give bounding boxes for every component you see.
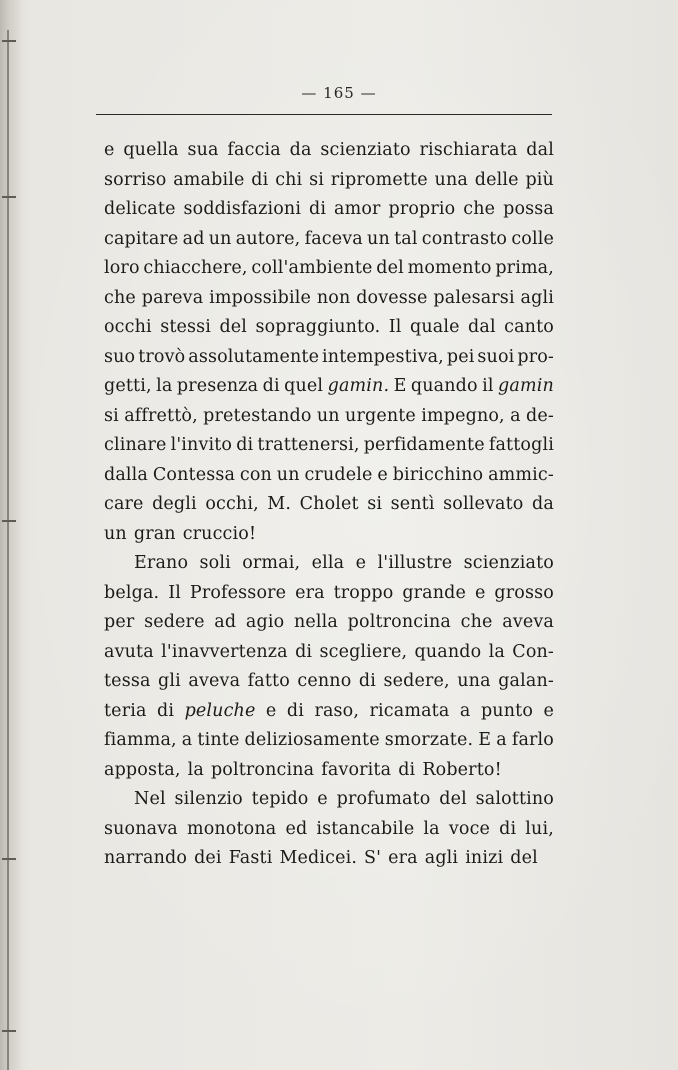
word: sopraggiunto.: [255, 317, 381, 337]
word: Il: [388, 317, 402, 337]
word: si: [367, 494, 383, 514]
word: di: [295, 641, 313, 662]
word: dalla: [104, 464, 149, 485]
text-line: [104, 461, 554, 491]
word: narrando: [104, 848, 188, 868]
word: a: [459, 700, 471, 721]
word: favorita: [321, 759, 392, 780]
word: suoi: [477, 346, 515, 367]
word: di: [251, 169, 269, 190]
word: quel: [284, 376, 324, 396]
word: capitare: [104, 228, 179, 249]
word: il: [482, 376, 494, 396]
word: e: [474, 582, 486, 603]
word: pei: [446, 346, 475, 367]
text-line: [104, 815, 554, 845]
word: grosso: [494, 582, 554, 603]
word: voce: [448, 818, 491, 839]
word: aveva: [502, 612, 554, 632]
word: la: [488, 641, 505, 662]
word: proprio: [388, 199, 456, 219]
binding-thread-mark: [2, 858, 16, 860]
word: ella: [311, 553, 345, 573]
word: agli: [424, 848, 459, 868]
word: grande: [402, 582, 467, 603]
word: possa: [503, 199, 554, 219]
word: a: [181, 730, 193, 750]
word: clinare: [104, 435, 167, 455]
word: impossibile: [209, 287, 312, 308]
word: M.: [267, 494, 292, 514]
text-line: [104, 313, 554, 343]
word: tepido: [251, 789, 309, 809]
page-binding-edge: [0, 0, 22, 1070]
word: cruccio!: [182, 523, 257, 544]
word: e: [265, 700, 277, 721]
word: impegno,: [421, 405, 505, 426]
word: quando: [410, 376, 478, 396]
word: ricamata: [369, 700, 450, 721]
word: e: [543, 700, 554, 721]
word: amabile: [173, 169, 245, 190]
word: apposta,: [104, 759, 181, 780]
word: smorzate.: [384, 730, 474, 750]
text-line: [104, 697, 554, 727]
text-line: [104, 431, 554, 461]
word: era: [388, 848, 418, 868]
word: di: [236, 435, 254, 455]
word: troppo: [333, 582, 394, 603]
word: un: [104, 523, 127, 544]
text-line: [104, 225, 554, 255]
word: Cholet: [299, 494, 359, 514]
word: biricchino: [392, 464, 484, 485]
word: cenno: [297, 671, 352, 691]
word: ad: [182, 228, 205, 249]
word: Il: [168, 582, 181, 603]
binding-thread-mark: [2, 196, 16, 198]
word: quale: [409, 317, 460, 337]
word: ripromette: [330, 169, 428, 190]
word: ormai,: [242, 553, 301, 573]
word: un: [276, 464, 300, 485]
text-line: [104, 844, 554, 874]
word: S': [364, 848, 382, 868]
word: l'illustre: [377, 553, 453, 573]
word: Fasti: [228, 848, 273, 868]
word: trattenersi,: [257, 435, 360, 455]
word: stessi: [160, 317, 212, 337]
word: che: [460, 612, 493, 632]
word: scienziato: [320, 140, 411, 160]
word: tal: [394, 228, 418, 249]
word: de-: [526, 405, 554, 426]
word: Con-: [512, 641, 554, 662]
word: loro: [104, 258, 140, 278]
word: a: [496, 730, 507, 750]
word: peluche: [184, 700, 256, 721]
word: sedere,: [383, 671, 450, 691]
word: colle: [511, 228, 554, 249]
word: sua: [187, 140, 219, 160]
word: di: [157, 700, 175, 721]
text-line: [104, 195, 554, 225]
word: quella: [123, 140, 179, 160]
word: ad: [214, 612, 237, 632]
header-rule: [96, 114, 552, 115]
word: tinte: [197, 730, 240, 750]
word: pro-: [517, 346, 554, 367]
text-line: [104, 667, 554, 697]
word: da: [289, 140, 312, 160]
word: faccia: [227, 140, 281, 160]
word: di: [499, 818, 517, 839]
word: dovesse: [356, 287, 428, 308]
word: con: [239, 464, 272, 485]
word: Professore: [189, 582, 287, 603]
word: gran: [133, 523, 176, 544]
word: gli: [158, 671, 181, 691]
text-line: [104, 785, 554, 815]
word: di: [398, 759, 416, 780]
word: scegliere,: [319, 641, 408, 662]
word: urgente: [345, 405, 416, 426]
word: profumato: [336, 789, 431, 809]
text-line: [104, 402, 554, 432]
word: del: [376, 258, 404, 278]
word: E: [393, 376, 407, 396]
word: un: [208, 228, 232, 249]
text-line: [104, 579, 554, 609]
word: Contessa: [152, 464, 236, 485]
word: momento: [407, 258, 492, 278]
word: deliziosamente: [244, 730, 380, 750]
word: avuta: [104, 641, 154, 662]
word: gamin.: [327, 376, 390, 396]
word: belga.: [104, 582, 160, 603]
word: ammic-: [488, 464, 554, 485]
word: palesarsi: [433, 287, 515, 308]
word: intempestiva,: [322, 346, 444, 367]
word: per: [104, 612, 135, 632]
word: l'inavvertenza: [161, 641, 288, 662]
word: degli: [152, 494, 197, 514]
word: coll'ambiente: [251, 258, 373, 278]
binding-edge-line: [7, 30, 9, 1070]
text-line: [104, 166, 554, 196]
binding-thread-mark: [2, 1030, 16, 1032]
word: faceva: [304, 228, 363, 249]
word: sentì: [390, 494, 435, 514]
binding-thread-mark: [2, 40, 16, 42]
word: soli: [199, 553, 231, 573]
word: e: [355, 553, 367, 573]
word: occhi: [104, 317, 152, 337]
word: agli: [520, 287, 554, 308]
word: quando: [414, 641, 482, 662]
word: e: [104, 140, 115, 160]
word: occhi,: [205, 494, 259, 514]
word: una: [457, 671, 491, 691]
word: chiacchere,: [143, 258, 248, 278]
word: la: [156, 376, 173, 396]
word: delle: [474, 169, 519, 190]
word: che: [463, 199, 496, 219]
word: la: [423, 818, 440, 839]
word: nella: [293, 612, 338, 632]
word: contrasto: [421, 228, 508, 249]
word: istancabile: [316, 818, 415, 839]
word: e: [317, 789, 328, 809]
word: farlo: [511, 730, 554, 750]
word: chi: [275, 169, 303, 190]
word: presenza: [176, 376, 259, 396]
word: l'invito: [170, 435, 233, 455]
word: gamin: [498, 376, 554, 396]
word: del: [219, 317, 248, 337]
word: delicate: [104, 199, 176, 219]
text-line: [104, 343, 554, 373]
word: non: [316, 287, 351, 308]
word: care: [104, 494, 144, 514]
text-line: [104, 284, 554, 314]
word: suo: [104, 346, 136, 367]
word: di: [262, 376, 280, 396]
word: suonava: [104, 818, 178, 839]
word: che: [104, 287, 136, 308]
word: amor: [334, 199, 381, 219]
word: sollevato: [443, 494, 524, 514]
word: crudele: [304, 464, 373, 485]
text-line: [104, 608, 554, 638]
word: lui,: [525, 818, 554, 839]
word: inizi: [465, 848, 504, 868]
word: un: [367, 228, 390, 249]
word: sedere: [144, 612, 205, 632]
word: una: [434, 169, 468, 190]
word: era: [295, 582, 325, 603]
word: pareva: [141, 287, 204, 308]
word: tessa: [104, 671, 151, 691]
word: del: [510, 848, 538, 868]
word: prima,: [495, 258, 554, 278]
word: Medicei.: [279, 848, 358, 868]
word: da: [531, 494, 554, 514]
word: a: [510, 405, 521, 426]
word: dal: [526, 140, 554, 160]
word: fatto: [247, 671, 290, 691]
word: perfidamente: [363, 435, 485, 455]
text-line: [104, 254, 554, 284]
word: assolutamente: [188, 346, 320, 367]
text-line: [104, 490, 554, 520]
word: silenzio: [174, 789, 243, 809]
word: trovò: [138, 346, 186, 367]
word: E: [478, 730, 492, 750]
word: di: [286, 700, 304, 721]
word: agio: [245, 612, 285, 632]
text-line: [104, 756, 554, 786]
word: soddisfazioni: [183, 199, 302, 219]
text-line: [104, 372, 554, 402]
text-line: [104, 136, 554, 166]
word: Nel: [134, 789, 166, 809]
word: canto: [504, 317, 554, 337]
word: raso,: [314, 700, 360, 721]
word: aveva: [188, 671, 241, 691]
word: di: [309, 199, 327, 219]
page-number: — 165 —: [301, 84, 377, 102]
word: punto: [480, 700, 533, 721]
word: sorriso: [104, 169, 167, 190]
word: getti,: [104, 376, 152, 396]
text-line: [104, 549, 554, 579]
word: ed: [285, 818, 308, 839]
word: rischiarata: [419, 140, 518, 160]
word: poltroncina: [210, 759, 315, 780]
word: pretestando: [203, 405, 312, 426]
word: più: [525, 169, 554, 190]
word: e: [377, 464, 388, 485]
word: salottino: [475, 789, 554, 809]
text-line: [104, 726, 554, 756]
word: autore,: [235, 228, 301, 249]
word: teria: [104, 700, 147, 721]
page-body-text: [104, 136, 554, 874]
word: si: [104, 405, 119, 426]
word: affrettò,: [124, 405, 198, 426]
word: poltroncina: [347, 612, 451, 632]
word: si: [309, 169, 324, 190]
word: Roberto!: [422, 759, 502, 780]
word: di: [358, 671, 377, 691]
word: la: [187, 759, 204, 780]
word: del: [439, 789, 467, 809]
word: un: [316, 405, 340, 426]
word: dal: [468, 317, 496, 337]
word: Erano: [134, 553, 189, 573]
word: monotona: [186, 818, 277, 839]
word: dei: [194, 848, 222, 868]
word: scienziato: [463, 553, 554, 573]
text-line: [104, 638, 554, 668]
text-line: [104, 520, 554, 550]
word: fiamma,: [104, 730, 177, 750]
word: galan-: [498, 671, 554, 691]
word: fattogli: [488, 435, 554, 455]
binding-thread-mark: [2, 520, 16, 522]
